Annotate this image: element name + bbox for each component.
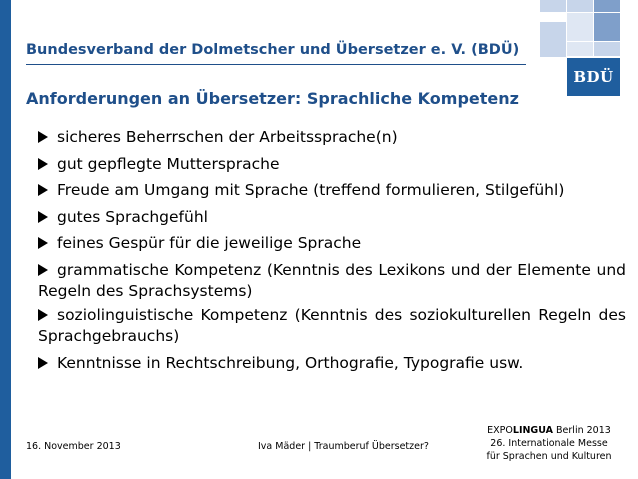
bullet-item: sicheres Beherrschen der Arbeitssprache(n) <box>38 124 626 151</box>
footer-event <box>478 424 620 463</box>
bullet-list <box>38 124 626 376</box>
bdu-logo: BDÜ <box>567 58 620 96</box>
arrow-bullet-icon <box>38 309 48 321</box>
logo-square-mid-2 <box>594 13 620 41</box>
logo-square-light-5 <box>567 42 593 56</box>
logo-square-mid-1 <box>594 0 620 12</box>
arrow-bullet-icon <box>38 184 48 196</box>
logo-square-light-6 <box>594 42 620 56</box>
arrow-bullet-icon <box>38 158 48 170</box>
logo-square-light-1 <box>540 0 566 12</box>
bullet-item: feines Gespür für die jeweilige Sprache <box>38 230 626 257</box>
event-line-3: für Sprachen und Kulturen <box>486 451 612 462</box>
logo-square-light-2 <box>567 0 593 12</box>
bullet-item: Freude am Umgang mit Sprache (treffend formulieren, Stilgefühl) <box>38 177 626 204</box>
bullet-item: gut gepflegte Muttersprache <box>38 151 626 178</box>
logo-square-light-4 <box>540 22 566 57</box>
arrow-bullet-icon <box>38 131 48 143</box>
logo-square-light-3 <box>567 13 593 41</box>
arrow-bullet-icon <box>38 264 48 276</box>
event-line-1: EXPOLINGUA Berlin 2013 <box>487 425 611 436</box>
arrow-bullet-icon <box>38 237 48 249</box>
footer-presenter: Iva Mäder | Traumberuf Übersetzer? <box>258 441 429 452</box>
event-line-2: 26. Internationale Messe <box>490 438 608 449</box>
slide-title: Anforderungen an Übersetzer: Sprachliche Kompetenz <box>26 89 519 108</box>
footer-date: 16. November 2013 <box>26 441 121 452</box>
left-accent-bar <box>0 0 11 479</box>
bullet-item: Kenntnisse in Rechtschreibung, Orthografie, Typografie usw. <box>38 350 626 377</box>
header-divider <box>26 64 526 65</box>
arrow-bullet-icon <box>38 211 48 223</box>
bullet-item: soziolinguistische Kompetenz (Kenntnis des soziokulturellen Regeln des Sprachgebrauchs) <box>38 305 626 345</box>
arrow-bullet-icon <box>38 357 48 369</box>
bullet-item: gutes Sprachgefühl <box>38 204 626 231</box>
organization-header: Bundesverband der Dolmetscher und Übersetzer e. V. (BDÜ) <box>26 42 520 58</box>
bullet-item: grammatische Kompetenz (Kenntnis des Lexikons und der Elemente und Regeln des Sprachsystems) <box>38 260 626 300</box>
